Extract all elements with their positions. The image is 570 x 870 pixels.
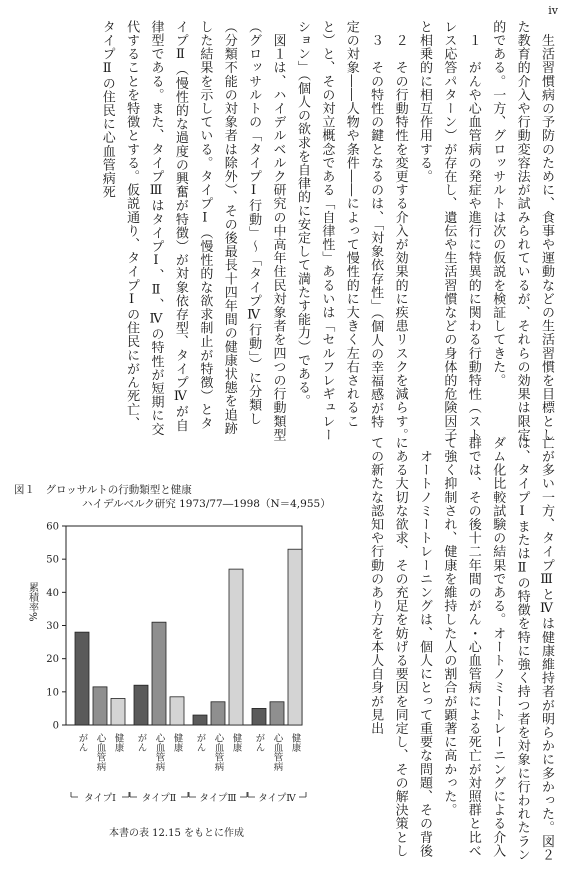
y-tick-label: 60 — [46, 521, 59, 533]
bar — [134, 685, 148, 725]
bar — [252, 708, 266, 725]
bar — [270, 702, 284, 725]
bar — [93, 687, 107, 725]
bar — [288, 549, 302, 725]
body-text-upper — [13, 20, 558, 442]
figure-source-note: 本書の表 12.15 をもとに作成 — [109, 828, 244, 839]
bar — [75, 632, 89, 725]
category-label: タイプⅠ — [84, 793, 116, 804]
bar-label: 健康 — [112, 733, 124, 752]
y-tick-label: 40 — [46, 587, 59, 599]
category-label: タイプⅡ — [141, 793, 177, 804]
category-label: タイプⅢ — [199, 793, 237, 804]
bar-label: 心血管病 — [271, 733, 283, 771]
bar-label: 心血管病 — [212, 733, 224, 771]
upper-paragraph: 生活習慣病の予防のために、食事や運動などの生活習慣を目標とした教育的介入や行動変容法が試みられているが、それらの効果は限定的である。一方、グロッサルトは次の仮説を検証してきた。 — [490, 20, 554, 442]
upper-paragraph: 図１は、ハイデルベルク研究の中高年住民対象者を四つの行動類型（グロッサルトの「タイプⅠ行動」～「タイプⅣ行動」）に分類し（分類不能の対象者は除外）、その後最長十四年間の健康状態を追跡した結果を示している。タイプⅠ（慢性的な欲求制止が特徴）とタイプⅡ（慢性的な過度の興奮が特徴）が対象依存型、タイプⅣが自律型である。また、タイプⅢはタイプⅠ、Ⅱ、Ⅳの特性が短期に交代することを特徴とする。仮説通り、タイプⅠの住民にがん死亡、タイプⅡの住民に心血管病死 — [99, 20, 286, 442]
bar-label: 心血管病 — [153, 733, 165, 771]
bar-label: 健康 — [171, 733, 183, 752]
y-tick-label: 10 — [46, 687, 59, 699]
y-axis-label: 累積率% — [26, 582, 38, 622]
bar-label: 健康 — [230, 733, 242, 752]
y-tick-label: 20 — [46, 654, 59, 666]
bar-label: 健康 — [289, 733, 301, 752]
bar — [193, 715, 207, 725]
upper-paragraph: １ がんや心血管病の発症や進行に特異的に関わる行動特性（ストレス応答パターン）が存在し、遺伝や生活習慣などの身体的危険因子と相乗的に相互作用する。 — [416, 20, 481, 442]
bar-label: がん — [76, 733, 88, 752]
page-number: iv — [548, 4, 558, 17]
upper-paragraph: ２ その行動特性を変更する介入が効果的に疾患リスクを減らす。 — [392, 20, 408, 442]
figure-caption-subtitle: ハイデルベルク研究 1973/77―1998（N＝4,955） — [82, 498, 331, 510]
bar — [111, 698, 125, 725]
bar — [229, 569, 243, 725]
bar — [211, 702, 225, 725]
category-label: タイプⅣ — [258, 793, 296, 804]
lower-paragraph: オートノミートレーニングは、個人にとって重要な問題、その背後にある大切な欲求、その充足を妨げる要因を同定し、その解決策としての新たな認知や行動のあり方を本人自身が見出 — [368, 436, 432, 858]
bar-chart — [14, 512, 314, 822]
y-tick-label: 30 — [46, 621, 59, 632]
bar-label: 心血管病 — [94, 733, 106, 771]
y-tick-label: 0 — [52, 720, 59, 732]
bar — [152, 622, 166, 725]
bar — [170, 697, 184, 725]
figure — [14, 482, 331, 862]
bar-label: がん — [194, 733, 206, 752]
y-tick-label: 50 — [46, 554, 59, 566]
bar-label: がん — [135, 733, 147, 752]
upper-paragraph: ３ その特性の鍵となるのは、「対象依存性」（個人の幸福感が特定の対象――人物や条件――によって慢性的に大きく左右されること）と、その対立概念である「自律性」あるいは「セルフレギュレーション」（個人の欲求を自律的に安定して満たす能力）である。 — [294, 20, 384, 442]
lower-paragraph: 亡が多い一方、タイプⅢとⅣは健康維持者が明らかに多かった。図２は、タイプⅠまたはⅡの特徴を特に強く持つ者を対象に行われたランダム化比較試験の結果である。オートノミートレーニングによる介入群では、その後十二年間のがん・心血管病による死亡が対照群と比べて強く抑制され、健康を維持した人の割合が顕著に高かった。 — [441, 436, 554, 862]
body-text-lower — [330, 436, 558, 866]
figure-caption-title: 図１ グロッサルトの行動類型と健康 — [14, 484, 192, 496]
bar-label: がん — [253, 733, 265, 752]
